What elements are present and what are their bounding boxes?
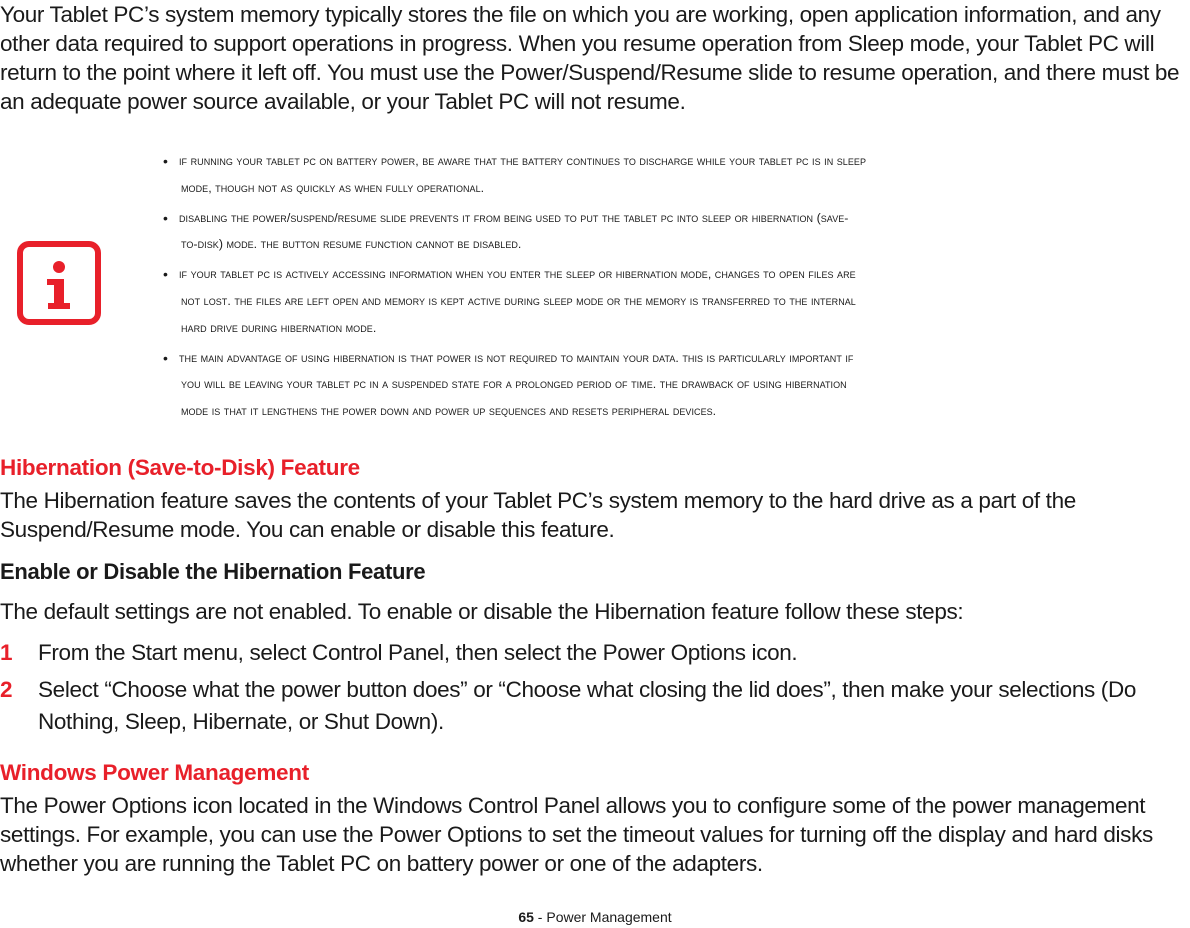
note-line: mode is that it lengthens the power down and power up sequences and resets peripheral devices. (181, 404, 717, 419)
note-line: disabling the power/suspend/resume slide prevents it from being used to put the tablet pc into sleep or hibernation (save- (179, 210, 849, 225)
note-item (163, 261, 1184, 341)
page-number: 65 (518, 909, 534, 925)
hibernation-paragraph: The Hibernation feature saves the contents of your Tablet PC’s system memory to the hard drive as a part of the Suspend/Resume mode. You can enable or disable this feature. (0, 488, 1076, 542)
intro-paragraph: Your Tablet PC’s system memory typically stores the file on which you are working, open application information, and any other data required to support operations in progress. When you resume operation from Sleep mode, your Tablet PC will return to the point where it left off. You must use the Power/Suspend/Resume slide to resume operation, and there must be an adequate power source available, or your Tablet PC will not resume. (0, 2, 1180, 114)
notes-list (163, 148, 1184, 428)
hibernation-heading: Hibernation (Save-to-Disk) Feature (0, 455, 360, 480)
note-line: to-disk) mode. the button resume function cannot be disabled. (181, 237, 522, 252)
windows-pm-heading: Windows Power Management (0, 760, 309, 785)
bullet: • (163, 153, 168, 169)
note-item (163, 345, 1184, 425)
note-line: the main advantage of using hibernation is that power is not required to maintain your data. this is particularly important if (179, 350, 854, 365)
enable-paragraph: The default settings are not enabled. To enable or disable the Hibernation feature follow these steps: (0, 599, 964, 624)
note-line: not lost. the files are left open and memory is kept active during sleep mode or the memory is transferred to the internal (181, 293, 856, 308)
note-item (163, 205, 1184, 259)
bullet: • (163, 349, 168, 366)
footer-separator: - (533, 909, 547, 925)
info-icon (17, 241, 101, 325)
note-line: you will be leaving your tablet pc in a suspended state for a prolonged period of time. the drawback of using hibernation (181, 377, 847, 392)
note-item (163, 148, 1184, 202)
enable-heading: Enable or Disable the Hibernation Feature (0, 559, 426, 584)
note-line: if your tablet pc is actively accessing information when you enter the sleep or hibernation mode, changes to open files are (179, 267, 856, 282)
step-item (0, 637, 1190, 669)
bullet: • (163, 266, 168, 283)
step-item (0, 674, 1190, 738)
footer-section: Power Management (546, 909, 672, 925)
windows-pm-paragraph: The Power Options icon located in the Windows Control Panel allows you to configure some of the power management settings. For example, you can use the Power Options to set the timeout values for turning off the display and hard disks whether you are running the Tablet PC on battery power or one of the adapters. (0, 793, 1153, 876)
bullet: • (163, 209, 168, 226)
note-line: if running your tablet pc on battery power, be aware that the battery continues to discharge while your tablet pc is in sleep (179, 154, 867, 168)
note-line: hard drive during hibernation mode. (181, 320, 377, 335)
note-line: mode, though not as quickly as when fully operational. (181, 180, 485, 195)
step-number: 1 (0, 640, 13, 665)
page-footer (0, 908, 1190, 926)
step-text: Select “Choose what the power button does” or “Choose what closing the lid does”, then make your selections (Do Nothing, Sleep, Hibernate, or Shut Down). (38, 677, 1137, 734)
step-text: From the Start menu, select Control Panel, then select the Power Options icon. (38, 640, 798, 665)
step-number: 2 (0, 677, 13, 702)
